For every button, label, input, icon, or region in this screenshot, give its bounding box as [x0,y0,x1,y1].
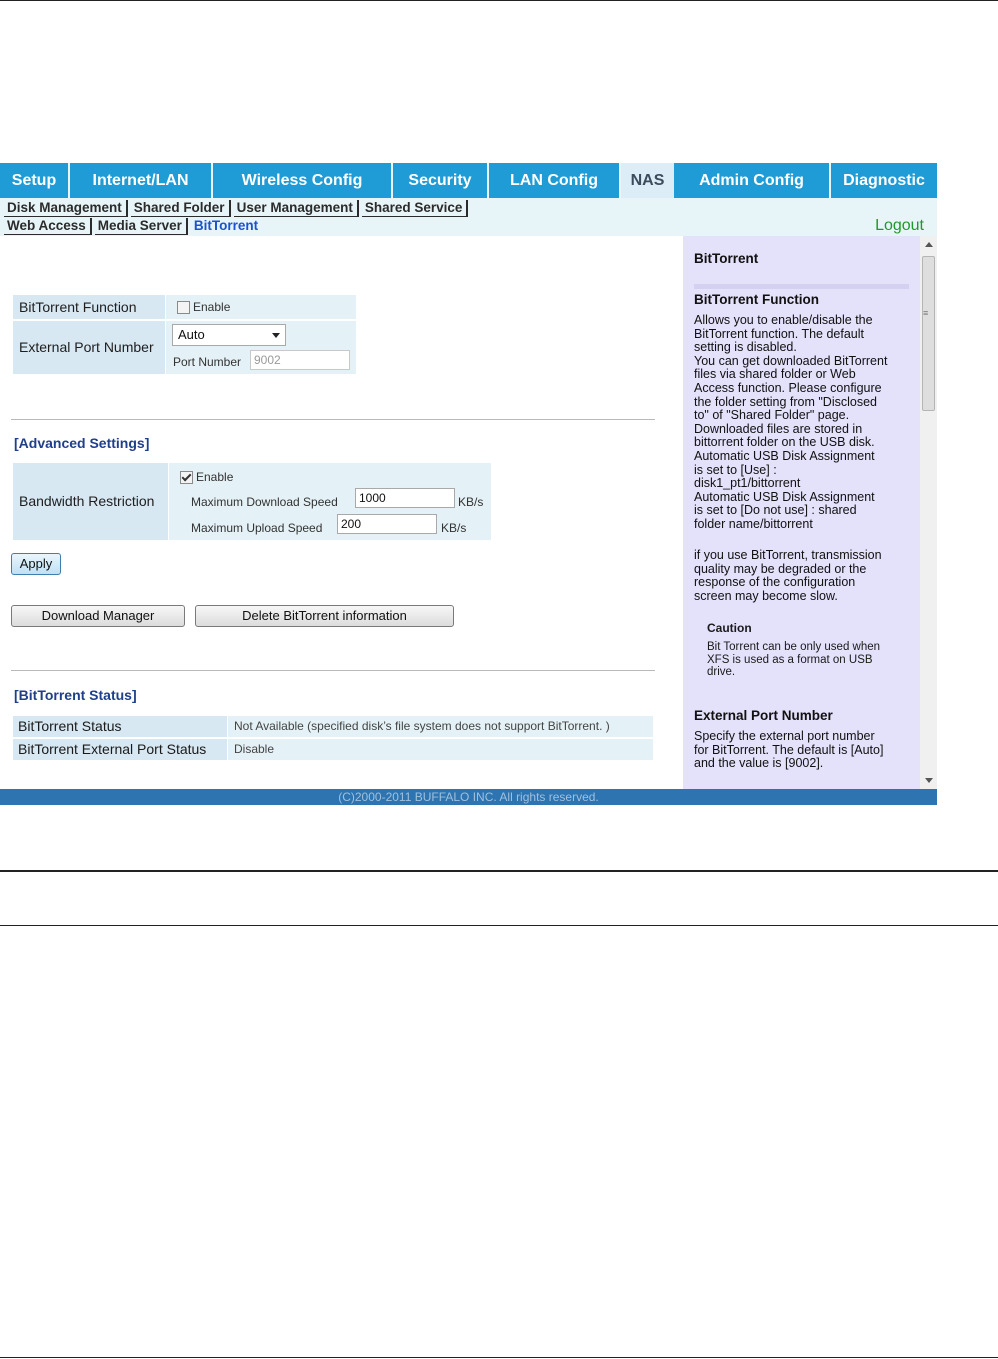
bandwidth-enable-row [180,470,233,484]
tab-security[interactable]: Security [393,163,489,198]
max-download-label: Maximum Download Speed [191,495,338,509]
external-port-cell [166,321,356,374]
help-separator [694,284,909,289]
help-caution-title: Caution [707,621,752,635]
bittorrent-status-label: BitTorrent Status [13,716,227,737]
help-caution-body: Bit Torrent can be only used when XFS is used as a format on USB drive. [707,641,881,678]
max-upload-label: Maximum Upload Speed [191,521,323,535]
apply-button[interactable]: Apply [11,553,61,575]
port-status-label: BitTorrent External Port Status [13,739,227,760]
port-number-label: Port Number [173,355,242,369]
help-scrollbar[interactable] [920,236,937,789]
tab-nas[interactable]: NAS [621,163,674,198]
port-mode-value: Auto [178,327,205,342]
bandwidth-restriction-label: Bandwidth Restriction [13,463,168,540]
logout-link[interactable]: Logout [875,217,924,234]
advanced-settings-title: [Advanced Settings] [14,435,150,451]
port-status-value: Disable [228,739,653,760]
router-admin-screenshot [0,163,937,805]
main-nav [0,163,937,198]
delete-bittorrent-info-button[interactable]: Delete BitTorrent information [195,605,454,627]
subnav-web-access[interactable]: Web Access [4,218,92,235]
external-port-label: External Port Number [13,321,165,374]
chevron-down-icon [272,333,280,338]
port-number-input[interactable]: 9002 [250,350,350,370]
subnav-shared-service[interactable]: Shared Service [362,200,469,217]
help-panel [683,236,920,789]
help-quality-body: if you use BitTorrent, transmission quality may be degraded or the response of the configuration screen may become slow. [694,548,882,603]
help-port-body: Specify the external port number for BitTorrent. The default is [Auto] and the value is [9002]. [694,729,884,771]
help-function-title: BitTorrent Function [694,292,819,307]
bittorrent-status-value: Not Available (specified disk’s file system does not support BitTorrent. ) [228,716,653,737]
subnav-disk-management[interactable]: Disk Management [4,200,128,217]
upload-unit: KB/s [441,521,467,535]
section-divider [11,670,655,671]
port-mode-select[interactable] [172,324,286,346]
tab-diagnostic[interactable]: Diagnostic [843,172,925,189]
download-manager-button[interactable]: Download Manager [11,605,185,627]
page-rule-bottom [0,1357,998,1358]
help-title: BitTorrent [694,251,759,266]
tab-wireless-config[interactable]: Wireless Config [213,163,393,198]
page-rule-upper [0,870,998,872]
scroll-up-icon[interactable] [925,242,933,247]
help-port-title: External Port Number [694,708,833,723]
page-rule-top [0,0,998,1]
scroll-thumb[interactable] [922,256,935,411]
bittorrent-enable-checkbox[interactable] [177,301,190,314]
bittorrent-status-title: [BitTorrent Status] [14,687,137,703]
bandwidth-enable-checkbox[interactable] [180,471,193,484]
scroll-down-icon[interactable] [925,778,933,783]
bandwidth-restriction-cell [169,463,491,540]
bittorrent-function-label: BitTorrent Function [13,295,165,319]
subnav-media-server[interactable]: Media Server [95,218,188,235]
bittorrent-enable-label: Enable [193,300,231,314]
subnav-shared-folder[interactable]: Shared Folder [131,200,231,217]
page-rule-lower [0,925,998,926]
subnav-user-management[interactable]: User Management [234,200,359,217]
section-divider [11,419,655,420]
subnav-bittorrent[interactable]: BitTorrent [193,218,259,233]
max-upload-input[interactable]: 200 [337,514,437,534]
sub-nav [0,198,937,236]
tab-lan-config[interactable]: LAN Config [489,163,621,198]
download-unit: KB/s [458,495,484,509]
scroll-grip-icon: ≡ [923,308,929,318]
tab-setup[interactable]: Setup [0,163,70,198]
bittorrent-function-cell [166,295,356,319]
tab-internet-lan[interactable]: Internet/LAN [70,163,213,198]
tab-admin-config[interactable]: Admin Config [674,163,831,198]
bittorrent-settings [0,236,683,789]
max-download-input[interactable]: 1000 [355,488,455,508]
bandwidth-enable-label: Enable [196,470,234,484]
help-function-body: Allows you to enable/disable the BitTorrent function. The default setting is disabled. You can get downloaded BitTorrent files via shared folder or Web Access function. Please configure the folder setting from "Disclosed to" of "Shared Folder" page. Downloaded files are stored in bittorrent folder on the USB disk. Automatic USB Disk Assignment is set to [Use] : disk1_pt1/bittorrent Automatic USB Disk Assignment is set to [Do not use] : shared folder name/bittorrent [694,313,888,531]
footer-copyright: (C)2000-2011 BUFFALO INC. All rights reserved. [0,789,937,805]
